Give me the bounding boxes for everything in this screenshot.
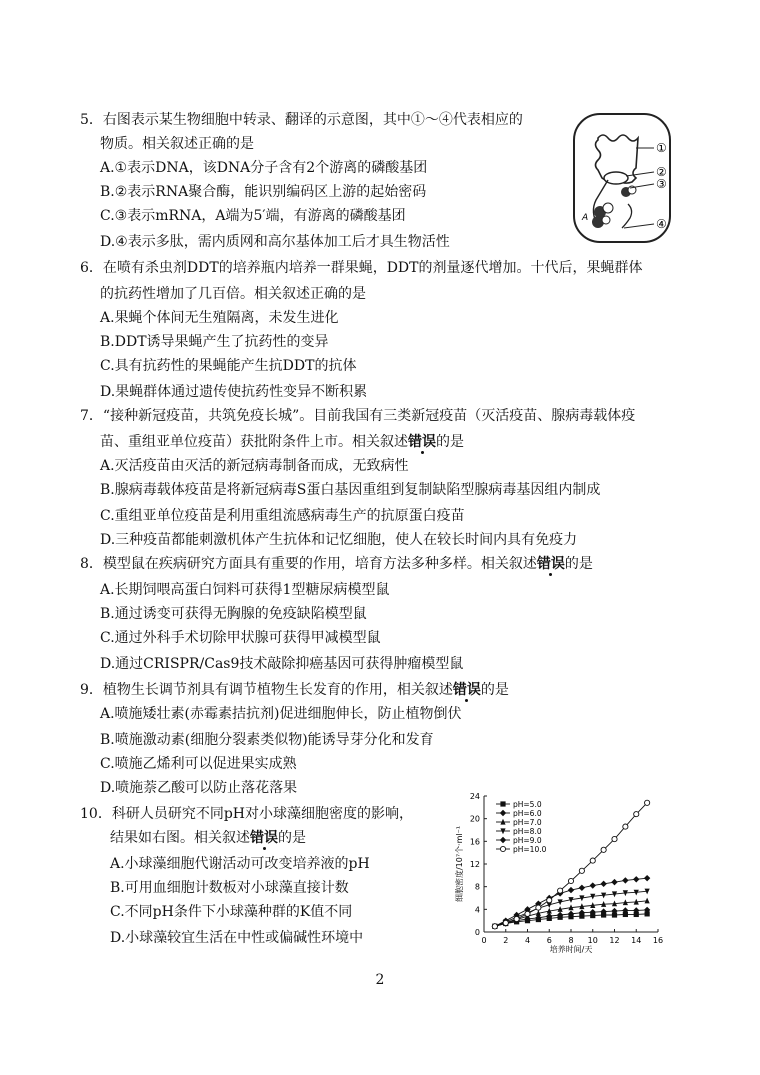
data-point [500,837,506,843]
q7-stem-line1: 7．“接种新冠疫苗，共筑免疫长城”。目前我国有三类新冠疫苗（灭活疫苗、腺病毒载体疫 [80,408,636,424]
data-point [547,898,552,903]
y-tick-label: 12 [469,860,480,869]
data-point [633,876,639,882]
q5-option-b: B.②表示RNA聚合酶，能识别编码区上游的起始密码 [100,184,427,200]
y-tick-label: 8 [474,882,480,892]
data-point [645,800,650,805]
page-number: 2 [375,972,385,988]
q10-option-b: B.可用血细胞计数板对小球藻直接计数 [110,880,349,896]
data-point [579,868,584,873]
q5-stem-line1: 5．右图表示某生物细胞中转录、翻译的示意图，其中①～④代表相应的 [80,112,523,128]
x-tick-label: 0 [481,936,487,945]
label-3: ③ [656,177,667,191]
q8-option-b: B.通过诱变可获得无胸腺的免疫缺陷模型鼠 [100,606,367,622]
leader-2 [626,172,654,176]
q6-option-d: D.果蝇群体通过遗传使抗药性变异不断积累 [100,384,368,400]
q8-stem-line1: 8．模型鼠在疾病研究方面具有重要的作用，培育方法多种多样。相关叙述错误的是 [80,556,593,572]
label-a-end: A [582,213,589,223]
data-point [500,810,506,816]
rna-polymerase [604,172,628,184]
q5-option-a: A.①表示DNA，该DNA分子含有2个游离的磷酸基团 [100,160,428,176]
x-tick-label: 2 [503,936,509,945]
q6-option-a: A.果蝇个体间无生殖隔离，未发生进化 [100,310,339,326]
y-tick-label: 16 [469,837,480,847]
legend-label: pH=10.0 [513,845,547,854]
data-point [622,877,628,883]
ribosome-3b [602,216,610,224]
data-point [645,898,650,904]
data-point [500,846,505,851]
data-point [525,911,530,916]
q5-option-c: C.③表示mRNA，A端为5′端，有游离的磷酸基团 [100,208,406,224]
data-point [503,920,508,925]
chart-axes [454,792,663,954]
legend-label: pH=7.0 [513,818,542,827]
legend-label: pH=5.0 [513,800,542,809]
label-4: ④ [656,217,667,231]
legend-label: pH=8.0 [513,827,542,836]
x-tick-label: 8 [568,936,574,945]
x-tick-label: 12 [609,936,620,945]
y-tick-label: 0 [474,928,480,937]
q9-stem-line1: 9．植物生长调节剂具有调节植物生长发育的作用，相关叙述错误的是 [80,682,509,698]
q7-option-a: A.灭活疫苗由灭活的新冠病毒制备而成，无致病性 [100,458,409,474]
data-point [634,812,639,817]
data-point [600,881,606,887]
q9-option-d: D.喷施萘乙酸可以防止落花落果 [100,780,298,796]
y-axis-label: 细胞密度/10⁷个·ml⁻¹ [455,825,464,903]
data-point [514,916,519,921]
x-tick-label: 14 [631,936,642,945]
emphasis-wrong: 错误 [536,556,565,572]
q7-option-b: B.腺病毒载体疫苗是将新冠病毒S蛋白基因重组到复制缺陷型腺病毒基因组内制成 [100,482,601,498]
emphasis-wrong: 错误 [452,682,481,698]
legend-label: pH=9.0 [513,836,542,845]
emphasis-wrong: 错误 [408,434,436,450]
data-point [590,858,595,863]
emphasis-wrong: 错误 [250,830,278,846]
data-point [568,878,573,883]
label-2: ② [656,165,667,179]
y-tick-label: 4 [474,905,480,915]
y-tick-label: 20 [469,814,480,824]
q5-stem-line2: 物质。相关叙述正确的是 [100,136,254,152]
q6-stem-line1: 6．在喷有杀虫剂DDT的培养瓶内培养一群果蝇，DDT的剂量逐代增加。十代后，果蝇群体 [80,260,643,276]
q8-option-c: C.通过外科手术切除甲状腺可获得甲减模型鼠 [100,630,381,646]
y-tick-label: 24 [469,792,480,801]
q7-stem-line2: 苗、重组亚单位疫苗）获批附条件上市。相关叙述错误的是 [100,434,464,450]
polypeptide [622,204,632,228]
q10-option-c: C.不同pH条件下小球藻种群的K值不同 [110,904,353,920]
x-axis-label: 培养时间/天 [549,945,593,954]
chart-legend [496,800,547,854]
data-point [644,875,650,881]
q6-option-b: B.DDT诱导果蝇产生了抗药性的变异 [100,334,329,350]
q5-option-d: D.④表示多肽，需内质网和高尔基体加工后才具生物活性 [100,234,450,250]
transcription-translation-figure [570,108,710,248]
data-point [612,836,617,841]
data-point [492,924,497,929]
data-point [558,888,563,893]
leader-4 [624,224,654,228]
label-1: ① [656,141,667,155]
q9-option-b: B.喷施激动素(细胞分裂素类似物)能诱导芽分化和发育 [100,732,434,748]
q10-option-d: D.小球藻较宜生活在中性或偏碱性环境中 [110,930,364,946]
data-point [590,882,596,888]
q10-stem-line2: 结果如右图。相关叙述错误的是 [110,830,306,846]
x-tick-label: 16 [652,936,664,945]
q7-option-c: C.重组亚单位疫苗是利用重组流感病毒生产的抗原蛋白疫苗 [100,508,465,524]
x-tick-label: 10 [587,936,598,945]
ribosome-2b [603,203,613,213]
q6-option-c: C.具有抗药性的果蝇能产生抗DDT的抗体 [100,358,357,374]
q9-option-a: A.喷施矮壮素(赤霉素拮抗剂)促进细胞伸长，防止植物倒伏 [100,706,462,722]
data-point [500,801,505,806]
x-tick-label: 6 [546,936,552,945]
q9-option-c: C.喷施乙烯利可以促进果实成熟 [100,756,297,772]
data-point [536,905,541,910]
q10-option-a: A.小球藻细胞代谢活动可改变培养液的pH [110,856,370,872]
q8-option-a: A.长期饲喂高蛋白饲料可获得1型糖尿病模型鼠 [100,582,390,598]
q8-option-d: D.通过CRISPR/Cas9技术敲除抑癌基因可获得肿瘤模型鼠 [100,656,464,672]
data-point [611,879,617,885]
legend-label: pH=6.0 [513,809,542,818]
cell-density-chart [436,786,666,956]
x-tick-label: 4 [524,936,531,945]
q10-stem-line1: 10．科研人员研究不同pH对小球藻细胞密度的影响， [80,806,413,822]
data-point [623,824,628,829]
q6-stem-line2: 的抗药性增加了几百倍。相关叙述正确的是 [100,286,366,302]
data-point [601,847,606,852]
data-point [579,885,585,891]
data-point [568,887,574,893]
q7-option-d: D.三种疫苗都能刺激机体产生抗体和记忆细胞，使人在较长时间内具有免疫力 [100,532,578,548]
